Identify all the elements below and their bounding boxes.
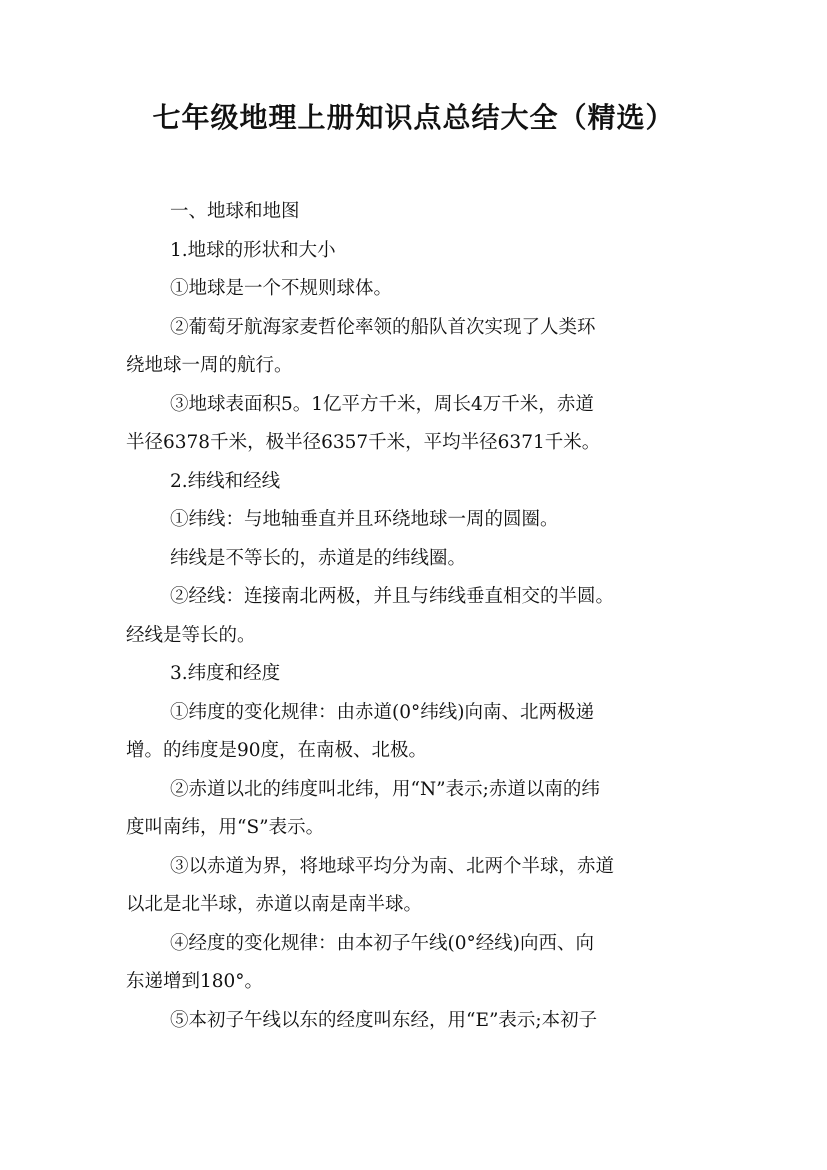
- paragraph-line: ②经线：连接南北两极，并且与纬线垂直相交的半圆。: [170, 586, 615, 607]
- paragraph-line: ①纬线：与地轴垂直并且环绕地球一周的圆圈。: [170, 509, 559, 530]
- document-title: 七年级地理上册知识点总结大全（精选）: [152, 101, 675, 134]
- paragraph-line: 绕地球一周的航行。: [126, 355, 293, 376]
- paragraph-line: ②赤道以北的纬度叫北纬，用“N”表示;赤道以南的纬: [170, 778, 600, 800]
- paragraph-line: ③以赤道为界，将地球平均分为南、北两个半球，赤道: [170, 855, 615, 877]
- paragraph-line: 以北是北半球，赤道以南是南半球。: [126, 894, 423, 915]
- paragraph-line: ⑤本初子午线以东的经度叫东经，用“E”表示;本初子: [170, 1009, 598, 1031]
- paragraph-line: ③地球表面积5。1亿平方千米，周长4万千米，赤道: [170, 393, 594, 415]
- paragraph-line: ②葡萄牙航海家麦哲伦率领的船队首次实现了人类环: [170, 316, 596, 338]
- paragraph-line: ①地球是一个不规则球体。: [170, 278, 393, 299]
- paragraph-line: 纬线是不等长的，赤道是的纬线圈。: [170, 547, 467, 569]
- paragraph-line: 半径6378千米，极半径6357千米，平均半径6371千米。: [126, 432, 601, 453]
- paragraph-line: 一、地球和地图: [170, 201, 300, 222]
- paragraph-line: 2.纬线和经线: [170, 470, 281, 492]
- paragraph-line: 3.纬度和经度: [170, 663, 281, 684]
- paragraph-line: ①纬度的变化规律：由赤道(0°纬线)向南、北两极递: [170, 701, 594, 723]
- document-body: [126, 193, 726, 1040]
- paragraph-line: ④经度的变化规律：由本初子午线(0°经线)向西、向: [170, 932, 594, 954]
- paragraph-line: 东递增到180°。: [126, 971, 264, 992]
- paragraph-line: 经线是等长的。: [126, 624, 256, 646]
- paragraph-line: 增。的纬度是90度，在南极、北极。: [126, 740, 428, 761]
- paragraph-line: 度叫南纬，用“S”表示。: [126, 817, 325, 838]
- paragraph-line: 1.地球的形状和大小: [170, 239, 336, 261]
